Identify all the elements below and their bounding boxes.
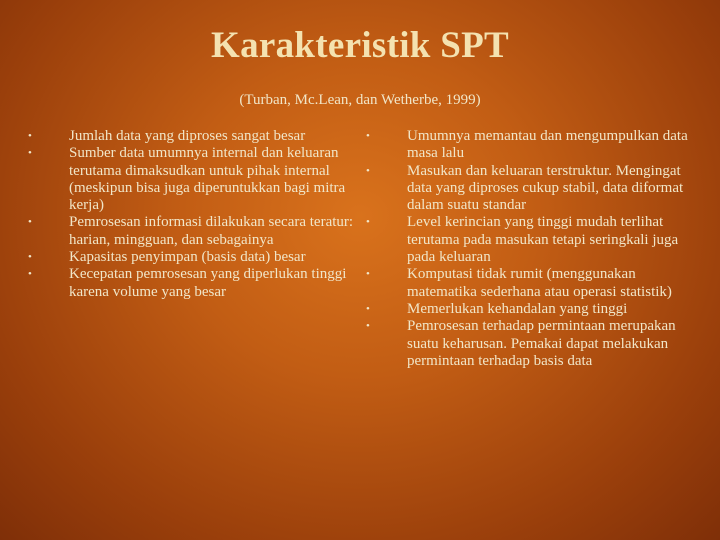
- list-item: [362, 128, 692, 163]
- list-item-text: Jumlah data yang diproses sangat besar: [69, 128, 306, 144]
- bullet-icon: •: [28, 251, 32, 264]
- bullet-icon: •: [28, 147, 32, 160]
- list-item: [24, 249, 354, 266]
- list-item: [24, 145, 354, 214]
- list-item: [362, 266, 692, 301]
- bullet-icon: •: [28, 130, 32, 142]
- list-item-text: Sumber data umumnya internal dan keluaran terutama dimaksudkan untuk pihak internal (meskipun bisa juga diperuntukkan bagi mitra kerja): [69, 145, 346, 214]
- right-bullet-list: [362, 128, 692, 370]
- slide-title: Karakteristik SPT: [210, 25, 509, 66]
- list-item: [362, 163, 692, 215]
- list-item: [362, 214, 692, 266]
- list-item: [24, 128, 354, 145]
- list-item-text: Masukan dan keluaran terstruktur. Mengingat data yang diproses cukup stabil, data diformat dalam suatu standar: [407, 162, 684, 214]
- bullet-icon: •: [366, 268, 370, 281]
- list-item-text: Pemrosesan informasi dilakukan secara teratur: harian, mingguan, dan sebagainya: [69, 214, 354, 248]
- list-item-text: Memerlukan kehandalan yang tinggi: [407, 300, 628, 317]
- list-item-text: Kapasitas penyimpan (basis data) besar: [69, 249, 306, 266]
- bullet-icon: •: [366, 302, 370, 315]
- list-item-text: Komputasi tidak rumit (menggunakan matematika sederhana atau operasi statistik): [407, 266, 672, 300]
- list-item: [24, 214, 354, 249]
- list-item: [24, 266, 354, 301]
- list-item-text: Umumnya memantau dan mengumpulkan data masa lalu: [407, 128, 688, 162]
- list-item-text: Pemrosesan terhadap permintaan merupakan suatu keharusan. Pemakai dapat melakukan permintaan terhadap basis data: [407, 318, 676, 369]
- bullet-icon: •: [366, 164, 370, 177]
- list-item: [362, 301, 692, 318]
- list-item: [362, 318, 692, 370]
- bullet-icon: •: [366, 320, 370, 333]
- list-item-text: Kecepatan pemrosesan yang diperlukan tinggi karena volume yang besar: [69, 266, 347, 300]
- slide-subtitle: (Turban, Mc.Lean, dan Wetherbe, 1999): [239, 92, 481, 108]
- bullet-icon: •: [366, 130, 370, 142]
- bullet-icon: •: [366, 216, 370, 229]
- bullet-icon: •: [28, 216, 32, 229]
- list-item-text: Level kerincian yang tinggi mudah terlihat terutama pada masukan tetapi seringkali juga pada keluaran: [407, 214, 679, 266]
- left-bullet-list: [24, 128, 354, 301]
- bullet-icon: •: [28, 268, 32, 281]
